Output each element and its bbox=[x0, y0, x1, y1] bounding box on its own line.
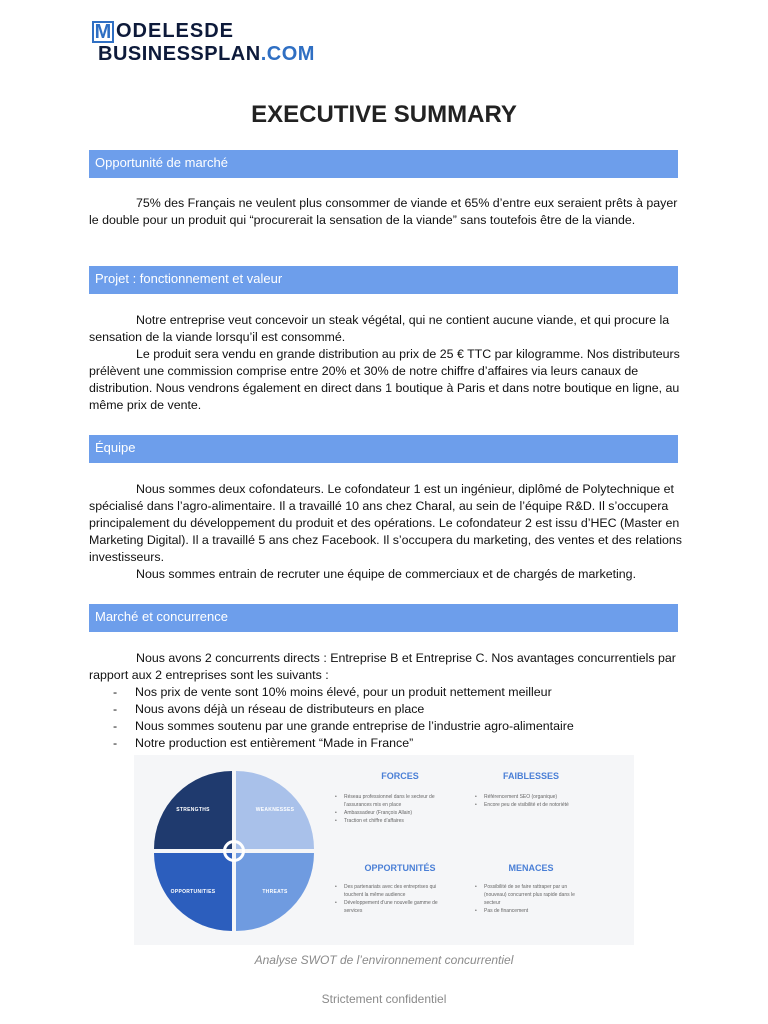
list-item: • Réseau professionnel dans le secteur de l’assurances mis en place bbox=[334, 793, 444, 809]
logo-line2-main: BUSINESSPLAN bbox=[98, 43, 261, 65]
swot-quadrant-strengths: STRENGTHS bbox=[154, 771, 232, 849]
swot-forces-list bbox=[334, 793, 444, 825]
section-body-marche bbox=[89, 650, 689, 752]
swot-opportunites-title: OPPORTUNITÉS bbox=[364, 863, 436, 873]
section-heading-projet: Projet : fonctionnement et valeur bbox=[89, 266, 678, 294]
footer-confidential: Strictement confidentiel bbox=[321, 992, 447, 1006]
swot-forces-title: FORCES bbox=[381, 771, 419, 781]
swot-circle bbox=[154, 771, 314, 931]
list-item: - Nos prix de vente sont 10% moins élevé, pour un produit nettement meilleur bbox=[89, 684, 689, 701]
logo-line2-suffix: .COM bbox=[260, 43, 315, 65]
list-item: • Référencement SEO (organique) bbox=[474, 793, 584, 801]
section-body-equipe bbox=[89, 481, 689, 583]
list-item: - Nous avons déjà un réseau de distributeurs en place bbox=[89, 701, 689, 718]
section-heading-opportunite: Opportunité de marché bbox=[89, 150, 678, 178]
swot-menaces-list bbox=[474, 883, 584, 915]
paragraph: Notre entreprise veut concevoir un steak végétal, qui ne contient aucune viande, et qui procure la sensation de la viande lorsqu’il est consommé. bbox=[89, 313, 670, 344]
swot-center-ring-icon bbox=[223, 840, 245, 862]
swot-faiblesses-list bbox=[474, 793, 584, 809]
advantages-list bbox=[89, 684, 689, 752]
figure-caption: Analyse SWOT de l’environnement concurrentiel bbox=[254, 953, 514, 967]
swot-quadrant-threats: THREATS bbox=[236, 853, 314, 931]
paragraph: Nous sommes deux cofondateurs. Le cofondateur 1 est un ingénieur, diplômé de Polytechnique et spécialisé dans l’agro-alimentaire. Il a travaillé 10 ans chez Charal, au sein de l’équipe R&D. Il s’occupera principalement du développement du produit et des opérations. Le cofondateur 2 est issu d’HEC (Master en Marketing Digital). Il a travaillé 5 ans chez Facebook. Il s’occupera du marketing, des ventes et des relations investisseurs. bbox=[89, 482, 682, 564]
list-item: - Notre production est entièrement “Made in France” bbox=[89, 735, 689, 752]
list-item: • Développement d’une nouvelle gamme de services bbox=[334, 899, 444, 915]
page-title: EXECUTIVE SUMMARY bbox=[251, 101, 517, 128]
paragraph: 75% des Français ne veulent plus consommer de viande et 65% d’entre eux seraient prêts à payer le double pour un produit qui “procurerait la sensation de la viande” sans toutefois être de la viande. bbox=[89, 196, 678, 227]
paragraph: Nous avons 2 concurrents directs : Entreprise B et Entreprise C. Nos avantages concurrentiels par rapport aux 2 entreprises sont les suivants : bbox=[89, 651, 676, 682]
swot-quadrant-weaknesses: WEAKNESSES bbox=[236, 771, 314, 849]
paragraph: Le produit sera vendu en grande distribution au prix de 25 € TTC par kilogramme. Nos distributeurs prélèvent une commission comprise entre 20% et 30% de notre chiffre d’affaires via leurs canaux de distribution. Nous vendrons également en direct dans 1 boutique à Paris et dans notre boutique en ligne, au même prix de vente. bbox=[89, 347, 680, 412]
paragraph: Nous sommes entrain de recruter une équipe de commerciaux et de chargés de marketing. bbox=[136, 567, 637, 581]
logo-line1: ODELESDE bbox=[116, 20, 235, 42]
swot-figure bbox=[134, 755, 634, 945]
list-item: • Traction et chiffre d’affaires bbox=[334, 817, 444, 825]
list-item: • Des partenariats avec des entreprises qui touchent la même audience bbox=[334, 883, 444, 899]
section-heading-equipe: Équipe bbox=[89, 435, 678, 463]
section-body-projet bbox=[89, 312, 689, 414]
logo bbox=[92, 20, 315, 66]
swot-faiblesses-title: FAIBLESSES bbox=[502, 771, 559, 781]
list-item: • Encore peu de visibilité et de notoriété bbox=[474, 801, 584, 809]
list-item: • Ambassadeur (François Allain) bbox=[334, 809, 444, 817]
swot-quadrant-opportunities: OPPORTUNITIES bbox=[154, 853, 232, 931]
swot-opportunites-list bbox=[334, 883, 444, 915]
list-item: • Possibilité de se faire rattraper par un (nouveau) concurrent plus rapide dans le secteur bbox=[474, 883, 584, 907]
list-item: • Pas de financement bbox=[474, 907, 584, 915]
swot-menaces-title: MENACES bbox=[508, 863, 554, 873]
list-item: - Nous sommes soutenu par une grande entreprise de l’industrie agro-alimentaire bbox=[89, 718, 689, 735]
section-heading-marche: Marché et concurrence bbox=[89, 604, 678, 632]
logo-line2 bbox=[98, 43, 315, 66]
section-body-opportunite bbox=[89, 195, 689, 229]
logo-m-box: M bbox=[92, 21, 114, 43]
